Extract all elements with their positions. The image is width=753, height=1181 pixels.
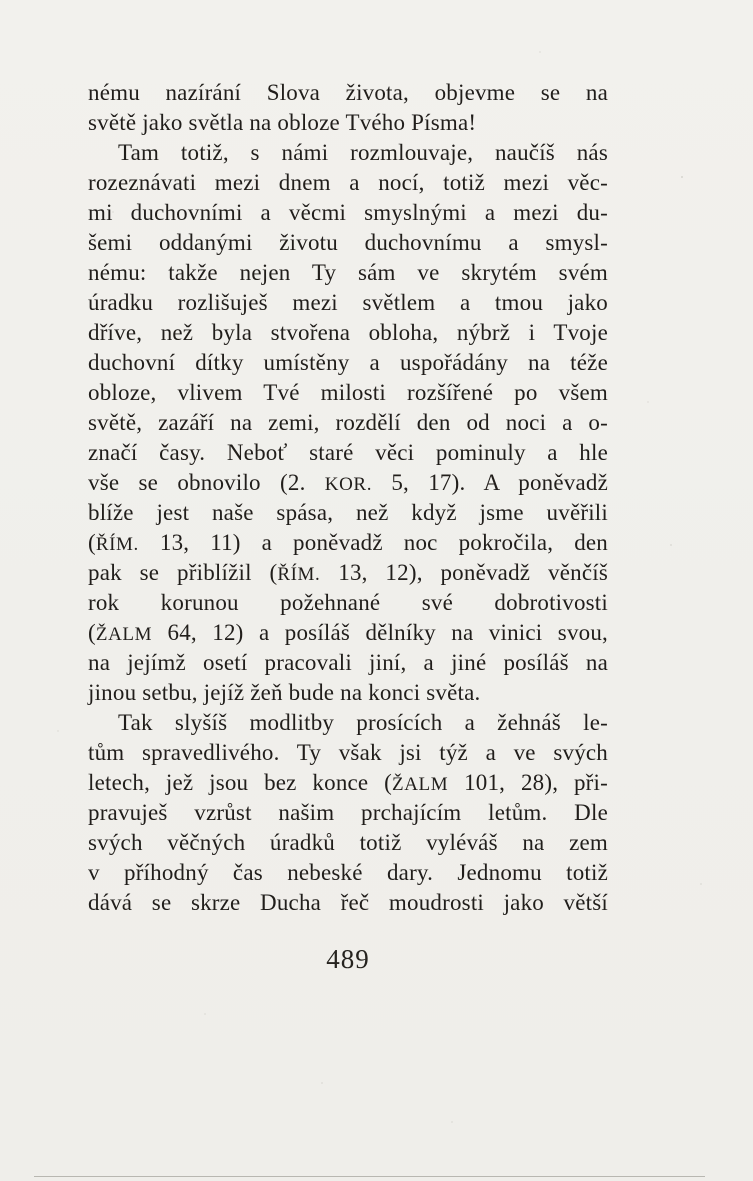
text-line: v příhodný čas nebeské dary. Jednomu totiž [88, 860, 608, 885]
text-line: obloze, vlivem Tvé milosti rozšířené po všem [88, 380, 608, 405]
text-line: pravuješ vzrůst našim prchajícím letům. Dle [88, 800, 608, 825]
text-line: Tak slyšíš modlitby prosících a žehnáš le- [118, 710, 608, 735]
text-line: rozeznávati mezi dnem a nocí, totiž mezi věc- [88, 170, 608, 195]
text-line: nému nazírání Slova života, objevme se na [88, 80, 608, 105]
text-line: mi duchovními a věcmi smyslnými a mezi du- [88, 200, 608, 225]
text-line: (ŘÍM. 13, 11) a poněvadž noc pokročila, den [88, 530, 608, 555]
paragraph [88, 78, 608, 138]
text-line: svých věčných úradků totiž vyléváš na zem [88, 830, 608, 855]
text-line: nému: takže nejen Ty sám ve skrytém svém [88, 260, 608, 285]
text-line: dříve, než byla stvořena obloha, nýbrž i Tvoje [88, 320, 608, 345]
text-line: (ŽALM 64, 12) a posíláš dělníky na vinici svou, [88, 620, 608, 645]
text-line: duchovní dítky umístěny a uspořádány na téže [88, 350, 608, 375]
text-line: světě, zazáří na zemi, rozdělí den od noci a o- [88, 410, 608, 435]
text-line: letech, jež jsou bez konce (ŽALM 101, 28), při- [88, 770, 608, 795]
text-line: značí časy. Neboť staré věci pominuly a hle [88, 440, 608, 465]
text-line: šemi oddanými životu duchovnímu a smysl- [88, 230, 608, 255]
paragraph [88, 138, 608, 708]
text-line: tům spravedlivého. Ty však jsi týž a ve svých [88, 740, 608, 765]
text-line: Tam totiž, s námi rozmlouvaje, naučíš nás [118, 140, 608, 165]
text-line: vše se obnovilo (2. KOR. 5, 17). A poněvadž [88, 470, 608, 495]
text-line: úradku rozlišuješ mezi světlem a tmou jako [88, 290, 608, 315]
page-number: 489 [326, 944, 370, 974]
text-line: světě jako světla na obloze Tvého Písma! [88, 110, 477, 135]
text-line: blíže jest naše spása, než když jsme uvěřili [88, 500, 608, 525]
scan-bottom-edge [34, 1176, 705, 1177]
text-line: dává se skrze Ducha řeč moudrosti jako větší [88, 890, 608, 915]
text-line: jinou setbu, jejíž žeň bude na konci světa. [88, 680, 481, 705]
text-line: rok korunou požehnané své dobrotivosti [88, 590, 608, 615]
paragraph [88, 708, 608, 918]
text-line: na jejímž osetí pracovali jiní, a jiné posíláš na [88, 650, 608, 675]
page-text-block [88, 78, 608, 918]
text-line: pak se přiblížil (ŘÍM. 13, 12), poněvadž věnčíš [88, 560, 608, 585]
